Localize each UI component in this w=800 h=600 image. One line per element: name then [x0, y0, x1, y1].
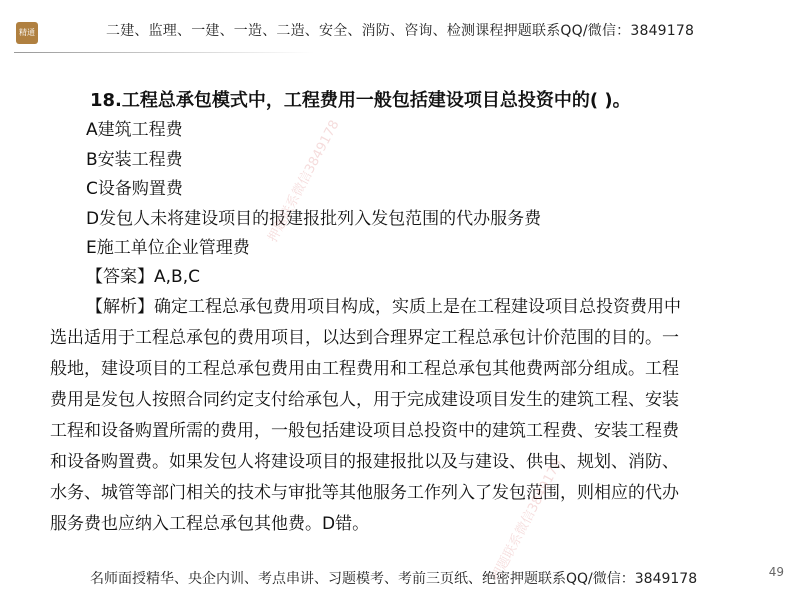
analysis-line: 【解析】确定工程总承包费用项目构成，实质上是在工程建设项目总投资费用中 [86, 297, 681, 317]
question-stem: 18.工程总承包模式中，工程费用一般包括建设项目总投资中的( )。 [90, 90, 631, 111]
analysis-line: 般地，建设项目的工程总承包费用由工程费用和工程总承包其他费两部分组成。工程 [50, 359, 679, 379]
watermark-text: 押题联系微信3849178 [265, 117, 343, 245]
footer-contact-text: 名师面授精华、央企内训、考点串讲、习题模考、考前三页纸、绝密押题联系QQ/微信：3849178 [90, 571, 698, 587]
analysis-line: 选出适用于工程总承包的费用项目，以达到合理界定工程总承包计价范围的目的。一 [50, 328, 679, 348]
option-b: B安装工程费 [86, 149, 183, 170]
answer-line: 【答案】A,B,C [86, 267, 200, 287]
analysis-line: 水务、城管等部门相关的技术与审批等其他服务工作列入了发包范围，则相应的代办 [50, 483, 679, 503]
option-d: D发包人未将建设项目的报建报批列入发包范围的代办服务费 [86, 208, 542, 229]
watermark-text: 押题联系微信3849178 [488, 456, 566, 584]
analysis-line: 服务费也应纳入工程总承包其他费。D错。 [50, 514, 370, 534]
option-c: C设备购置费 [86, 179, 183, 199]
brand-logo: 精通 [16, 22, 38, 44]
option-e: E施工单位企业管理费 [86, 238, 250, 258]
option-a: A建筑工程费 [86, 120, 183, 140]
analysis-line: 和设备购置费。如果发包人将建设项目的报建报批以及与建设、供电、规划、消防、 [50, 452, 679, 472]
page-number: 49 [768, 565, 784, 579]
header-divider [14, 52, 314, 53]
analysis-line: 费用是发包人按照合同约定支付给承包人，用于完成建设项目发生的建筑工程、安装 [50, 390, 679, 410]
analysis-paragraph [50, 292, 750, 540]
analysis-line: 工程和设备购置所需的费用，一般包括建设项目总投资中的建筑工程费、安装工程费 [50, 421, 679, 441]
header-contact-text: 二建、监理、一建、一造、二造、安全、消防、咨询、检测课程押题联系QQ/微信：3849178 [106, 23, 695, 39]
